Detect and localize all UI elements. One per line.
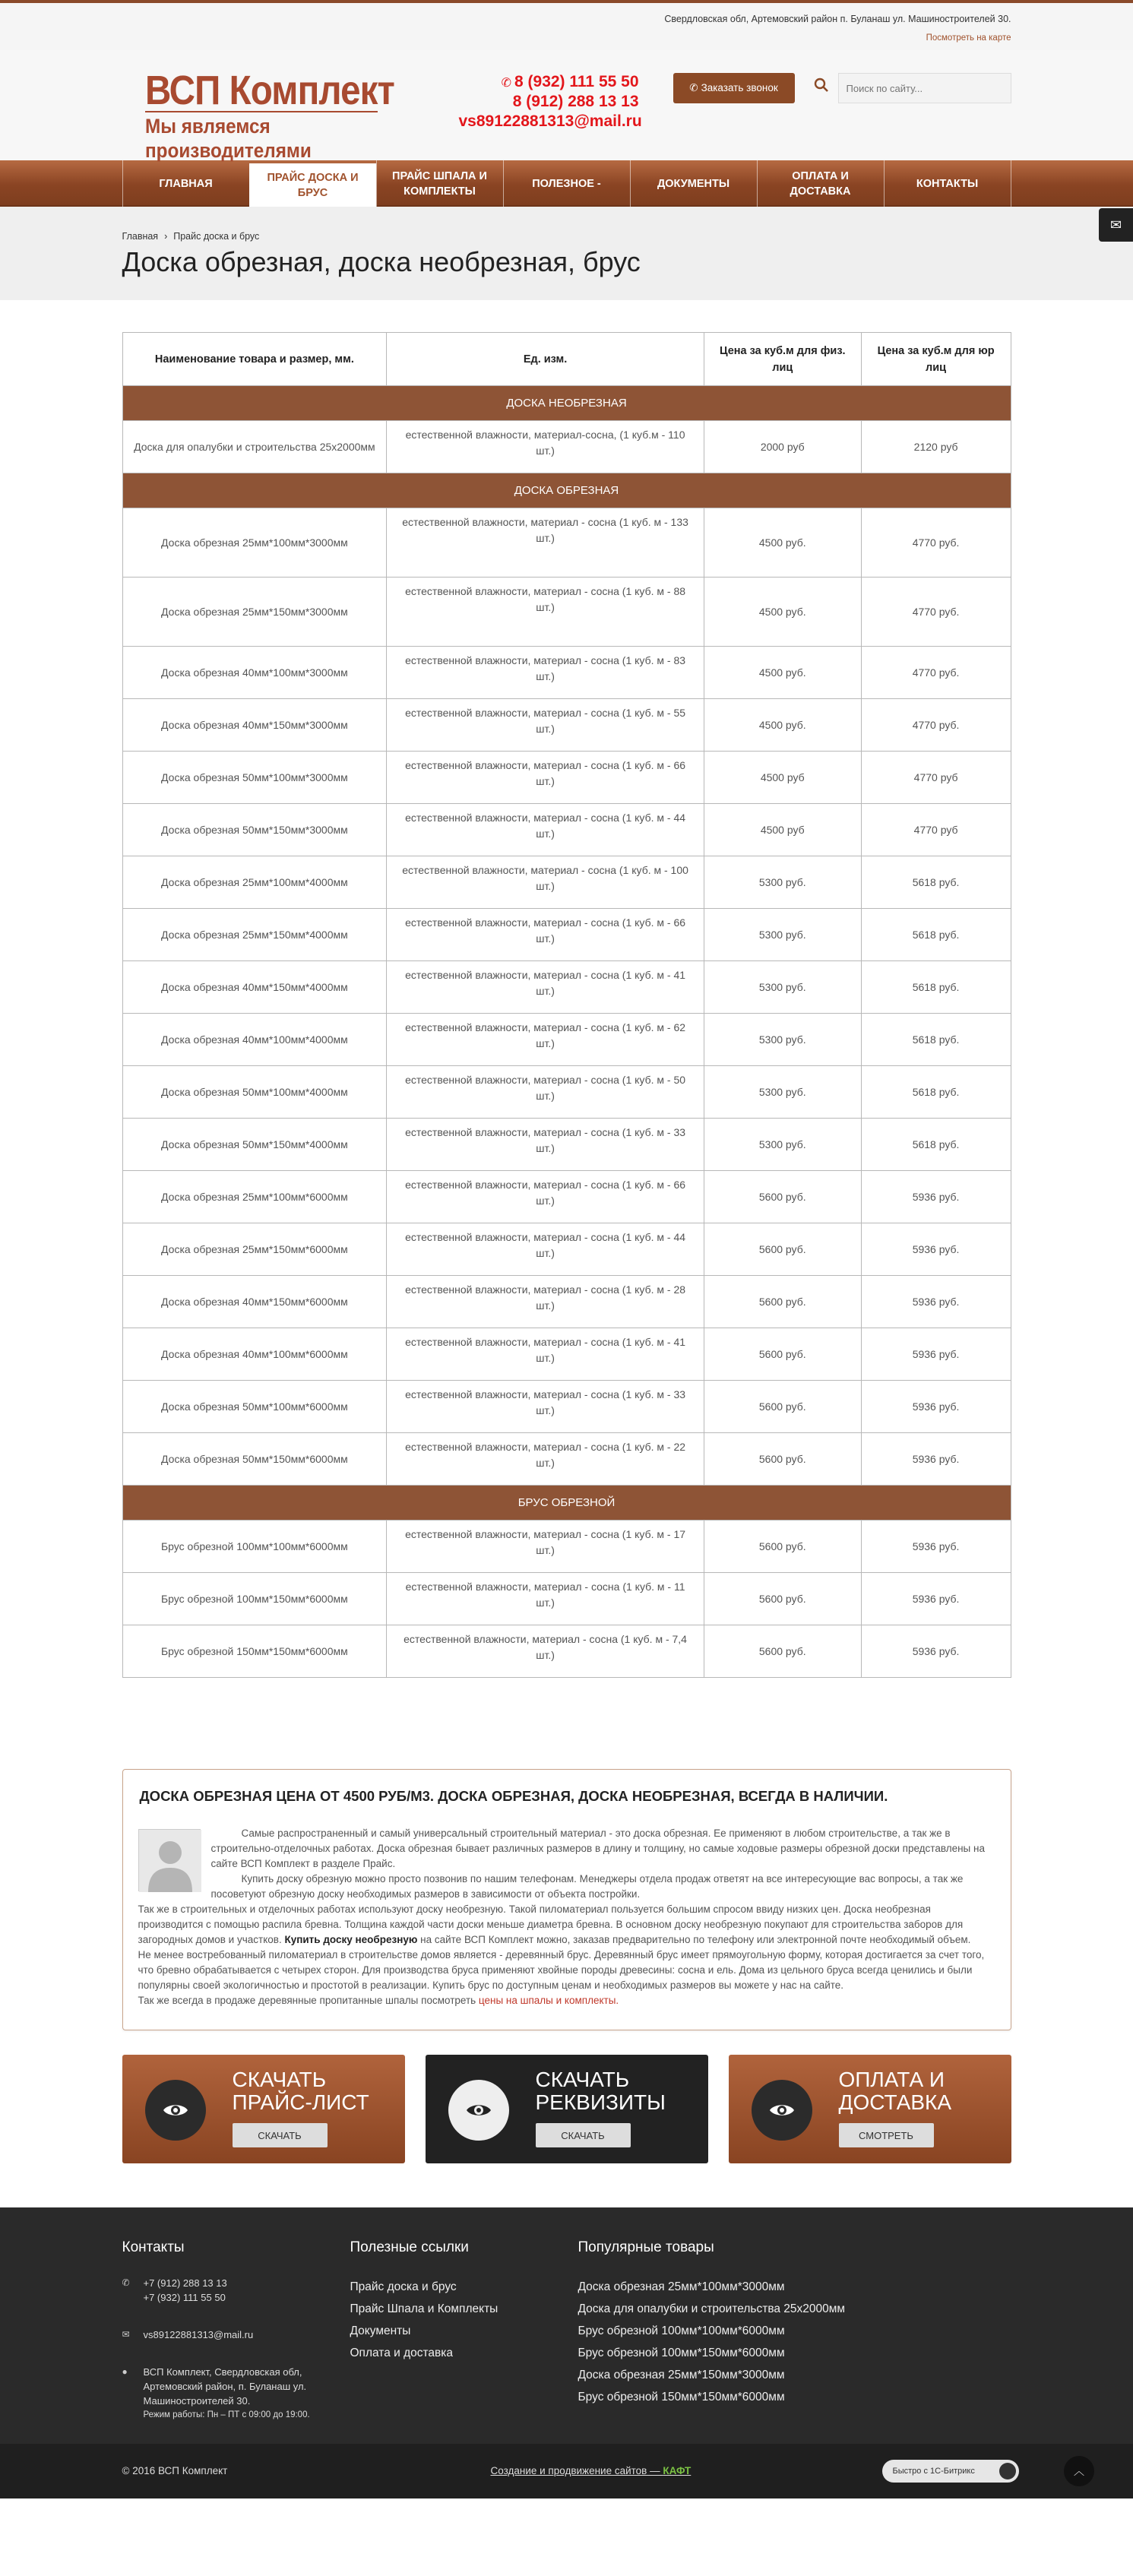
phone-1-text: 8 (932) 111 55 50 [514,73,639,90]
info-paragraph-1: Самые распространенный и самый универсальный строительный материал - это доска обрезная. Ее применяют в любом строительстве, а так же в строительно-отделочных работах. Доска обрезная бывает различных размеров в длину и толщину, но самые ходовые размеры обрезной доски представлены на сайте ВСП Комплект в разделе Прайс. [210,1828,985,1869]
search-input[interactable] [838,73,1011,103]
cell-price-jur: 5618 руб. [861,909,1011,961]
cell-unit: естественной влажности, материал - сосна (1 куб. м - 28 шт.) [387,1276,704,1328]
table-row [122,1119,1011,1171]
nav-item-2[interactable]: ПРАЙС ШПАЛА И КОМПЛЕКТЫ [376,160,503,207]
info-paragraph-2: Купить доску обрезную можно просто позвонив по нашим телефонам. Менеджеры отдела продаж ответят на все интересующие вас вопросы, а так же посоветуют обрезную доску необходимых размеров в зависимости от объекта постройки. [210,1873,964,1900]
table-row [122,647,1011,699]
search-icon[interactable] [806,73,837,103]
top-address: Свердловская обл, Артемовский район п. Буланаш ул. Машиностроителей 30. [664,14,1011,24]
table-row [122,1328,1011,1381]
table-header-row [122,333,1011,386]
bitrix-badge[interactable] [882,2460,1019,2483]
cell-unit: естественной влажности, материал - сосна (1 куб. м - 62 шт.) [387,1014,704,1066]
promo-blocks [122,2055,1011,2163]
cell-price-jur: 5936 руб. [861,1223,1011,1276]
creator-text: Создание и продвижение сайтов — [490,2465,663,2476]
cell-price-jur: 4770 руб. [861,647,1011,699]
cell-price-phys: 5300 руб. [704,961,861,1014]
cell-name: Доска обрезная 25мм*100мм*6000мм [122,1171,387,1223]
cell-price-phys: 5600 руб. [704,1433,861,1486]
table-section-row [122,473,1011,508]
cell-name: Доска для опалубки и строительства 25х2000мм [122,421,387,473]
cell-name: Доска обрезная 50мм*150мм*3000мм [122,804,387,856]
footer-popular-title: Популярные товары [578,2239,714,2255]
table-row [122,1573,1011,1625]
cell-name: Доска обрезная 50мм*100мм*6000мм [122,1381,387,1433]
cell-unit: естественной влажности, материал - сосна (1 куб. м - 55 шт.) [387,699,704,752]
nav-item-3[interactable]: ПОЛЕЗНОЕ - [503,160,630,207]
phone-icon: ✆ [689,82,698,93]
price-table [122,332,1011,1678]
footer-popular-link[interactable]: Брус обрезной 100мм*100мм*6000мм [578,2324,785,2337]
promo-button[interactable]: СМОТРЕТЬ [839,2123,934,2147]
table-row [122,699,1011,752]
chevron-up-icon: ︿ [1074,2465,1084,2477]
cell-price-phys: 5600 руб. [704,1223,861,1276]
cell-name: Доска обрезная 40мм*150мм*6000мм [122,1276,387,1328]
footer-useful-link[interactable]: Прайс доска и брус [350,2280,457,2293]
cell-price-phys: 4500 руб. [704,699,861,752]
info-p5-text: Так же всегда в продаже деревянные пропитанные шпалы посмотреть [138,1995,479,2006]
footer-address: ВСП Комплект, Свердловская обл, Артемовский район, п. Буланаш ул. Машиностроителей 30. [143,2366,307,2407]
footer-email[interactable]: vs89122881313@mail.ru [143,2329,254,2340]
sleepers-prices-link[interactable]: цены на шпалы и комплекты. [478,1995,619,2006]
phone-1[interactable] [460,73,639,93]
cell-unit: естественной влажности, материал - сосна (1 куб. м - 41 шт.) [387,961,704,1014]
info-p3-text: Так же в строительных и отделочных работах используют доску необрезную. Такой пиломатериал пользуется большим спросом ввиду низких цен. Доска необрезная производится с помощью распила бревна. Толщина каждой части доски меньше диаметра бревна. В основном доску необрезную покупают для строительства заборов для загородных домов и участков. [138,1904,964,1945]
table-row [122,1171,1011,1223]
cell-price-phys: 5600 руб. [704,1328,861,1381]
cell-price-phys: 5300 руб. [704,856,861,909]
cell-price-jur: 5936 руб. [861,1276,1011,1328]
table-row [122,961,1011,1014]
footer-phones [122,2276,320,2305]
footer-popular-link[interactable]: Доска обрезная 25мм*100мм*3000мм [578,2280,785,2293]
eye-icon [145,2080,206,2141]
cell-unit: естественной влажности, материал - сосна (1 куб. м - 133 шт.) [387,508,704,578]
cell-unit: естественной влажности, материал - сосна (1 куб. м - 11 шт.) [387,1573,704,1625]
logo-subtitle: Мы являемся производителями [145,111,378,163]
cell-name: Доска обрезная 25мм*150мм*3000мм [122,578,387,647]
cell-name: Доска обрезная 25мм*100мм*4000мм [122,856,387,909]
section-title: БРУС ОБРЕЗНОЙ [122,1486,1011,1521]
main-nav [0,160,1133,207]
phone-icon: ✆ [501,77,512,90]
cell-price-jur: 5936 руб. [861,1573,1011,1625]
cell-price-jur: 5618 руб. [861,1119,1011,1171]
breadcrumb-separator: › [164,231,168,242]
envelope-icon: ✉ [1109,217,1122,233]
phone-2[interactable]: 8 (912) 288 13 13 [512,93,639,110]
cell-unit: естественной влажности, материал - сосна (1 куб. м - 44 шт.) [387,1223,704,1276]
cell-price-jur: 4770 руб [861,804,1011,856]
cell-unit: естественной влажности, материал-сосна, (1 куб.м - 110 шт.) [387,421,704,473]
cell-name: Доска обрезная 25мм*150мм*4000мм [122,909,387,961]
info-title: ДОСКА ОБРЕЗНАЯ ЦЕНА ОТ 4500 РУБ/М3. ДОСКА ОБРЕЗНАЯ, ДОСКА НЕОБРЕЗНАЯ, ВСЕГДА В НАЛИЧИИ. [139,1788,888,1804]
promo-button[interactable]: СКАЧАТЬ [536,2123,631,2147]
table-row [122,909,1011,961]
cell-price-phys: 5300 руб. [704,1119,861,1171]
info-p3-bold: Купить доску необрезную [284,1934,418,1945]
cell-price-jur: 5936 руб. [861,1625,1011,1678]
footer-address-block [122,2365,320,2423]
scroll-top-button[interactable] [1064,2456,1094,2486]
cell-price-phys: 4500 руб. [704,578,861,647]
breadcrumb-home[interactable]: Главная [122,231,159,242]
cell-price-phys: 5600 руб. [704,1171,861,1223]
cell-unit: естественной влажности, материал - сосна (1 куб. м - 100 шт.) [387,856,704,909]
cell-price-phys: 5600 руб. [704,1276,861,1328]
cell-price-jur: 5936 руб. [861,1521,1011,1573]
cell-price-jur: 4770 руб. [861,578,1011,647]
col-header-price-phys: Цена за куб.м для физ. лиц [704,333,861,386]
info-paragraph-3 [138,1902,995,1948]
cell-unit: естественной влажности, материал - сосна (1 куб. м - 50 шт.) [387,1066,704,1119]
creator-link[interactable] [491,2465,692,2476]
cell-unit: естественной влажности, материал - сосна (1 куб. м - 66 шт.) [387,909,704,961]
footer-popular-link[interactable]: Брус обрезной 150мм*150мм*6000мм [578,2391,785,2404]
cell-price-phys: 5300 руб. [704,909,861,961]
table-section-row [122,1486,1011,1521]
header-email[interactable]: vs89122881313@mail.ru [458,112,642,130]
table-row [122,1276,1011,1328]
cell-unit: естественной влажности, материал - сосна (1 куб. м - 17 шт.) [387,1521,704,1573]
nav-item-5[interactable]: ОПЛАТА И ДОСТАВКА [757,160,884,207]
cell-unit: естественной влажности, материал - сосна (1 куб. м - 66 шт.) [387,752,704,804]
table-section-row [122,386,1011,421]
cell-price-phys: 5600 руб. [704,1625,861,1678]
cell-price-phys: 2000 руб [704,421,861,473]
cell-price-jur: 5618 руб. [861,1066,1011,1119]
cell-name: Доска обрезная 40мм*100мм*4000мм [122,1014,387,1066]
cell-unit: естественной влажности, материал - сосна (1 куб. м - 83 шт.) [387,647,704,699]
footer-contacts-title: Контакты [122,2239,185,2255]
cell-name: Доска обрезная 50мм*150мм*4000мм [122,1119,387,1171]
cell-unit: естественной влажности, материал - сосна (1 куб. м - 7,4 шт.) [387,1625,704,1678]
bitrix-label: Быстро с 1С-Битрикс [892,2467,975,2476]
cell-name: Доска обрезная 50мм*150мм*6000мм [122,1433,387,1486]
table-row [122,856,1011,909]
page-title: Доска обрезная, доска необрезная, брус [122,246,641,277]
footer-useful-title: Полезные ссылки [350,2239,469,2255]
footer-phone-2[interactable]: +7 (932) 111 55 50 [143,2292,226,2303]
table-row [122,1625,1011,1678]
cell-price-jur: 2120 руб [861,421,1011,473]
cell-name: Доска обрезная 25мм*150мм*6000мм [122,1223,387,1276]
cell-price-phys: 5600 руб. [704,1573,861,1625]
nav-item-1[interactable]: ПРАЙС ДОСКА И БРУС [249,163,376,207]
cell-unit: естественной влажности, материал - сосна (1 куб. м - 88 шт.) [387,578,704,647]
breadcrumb [122,231,260,242]
header [0,50,1133,160]
cell-unit: естественной влажности, материал - сосна (1 куб. м - 66 шт.) [387,1171,704,1223]
cell-name: Доска обрезная 50мм*100мм*4000мм [122,1066,387,1119]
cell-price-jur: 5618 руб. [861,856,1011,909]
mail-tab[interactable] [1099,208,1133,242]
footer-phone-1[interactable]: +7 (912) 288 13 13 [143,2277,227,2289]
cell-price-phys: 4500 руб [704,804,861,856]
title-bar [0,207,1133,300]
cell-price-jur: 5936 руб. [861,1171,1011,1223]
table-row [122,752,1011,804]
section-title: ДОСКА ОБРЕЗНАЯ [122,473,1011,508]
info-paragraph-5 [138,1993,995,2008]
cell-price-jur: 4770 руб. [861,508,1011,578]
col-header-unit: Ед. изм. [387,333,704,386]
col-header-name: Наименование товара и размер, мм. [122,333,387,386]
cell-price-phys: 5600 руб. [704,1521,861,1573]
avatar [138,1829,201,1891]
info-paragraph-4: Не менее востребованный пиломатериал в строительстве домов является - деревянный брус. Деревянный брус имеет прямоугольную форму, которая достигается за счет того, что бревно обрабатывается с четырех сторон. Для производства бруса применяют хвойные породы древесины: сосна и ель. Дома из цельного бруса всегда ценились и были популярны своей экологичностью и простотой в реализации. Купить брус по доступным ценам и необходимых размеров вы можете у нас на сайте. [138,1949,985,1991]
info-box [122,1769,1011,2030]
eye-icon [752,2080,812,2141]
logo-title: ВСП Комплект [144,68,394,113]
cell-price-phys: 4500 руб. [704,508,861,578]
promo-block-2[interactable] [729,2055,1011,2163]
cell-name: Доска обрезная 40мм*150мм*3000мм [122,699,387,752]
col-header-price-jur: Цена за куб.м для юр лиц [861,333,1011,386]
table-row [122,1066,1011,1119]
cell-name: Доска обрезная 25мм*100мм*3000мм [122,508,387,578]
footer-popular [578,2239,882,2408]
order-call-button[interactable] [673,73,795,103]
cell-price-phys: 5300 руб. [704,1014,861,1066]
envelope-icon: ✉ [122,2329,130,2340]
bitrix-logo-icon [999,2463,1016,2479]
cell-name: Доска обрезная 40мм*150мм*4000мм [122,961,387,1014]
promo-title: ОПЛАТА И ДОСТАВКА [838,2068,952,2114]
cell-price-jur: 5618 руб. [861,1014,1011,1066]
table-row [122,508,1011,578]
top-map-link[interactable]: Посмотреть на карте [926,33,1011,43]
breadcrumb-current: Прайс доска и брус [173,231,260,242]
cell-price-jur: 5936 руб. [861,1328,1011,1381]
footer-popular-link[interactable]: Доска для опалубки и строительства 25х2000мм [578,2302,846,2315]
table-row [122,578,1011,647]
cell-price-phys: 4500 руб. [704,647,861,699]
section-title: ДОСКА НЕОБРЕЗНАЯ [122,386,1011,421]
search-box [806,73,1011,103]
footer [0,2207,1133,2498]
cell-name: Брус обрезной 150мм*150мм*6000мм [122,1625,387,1678]
top-bar [0,0,1133,50]
cell-price-jur: 4770 руб. [861,699,1011,752]
info-p3-post: на сайте ВСП Комплект можно, заказав предварительно по телефону или электронной почте необходимый объем. [417,1934,971,1945]
nav-item-4[interactable]: ДОКУМЕНТЫ [630,160,757,207]
phone-icon: ✆ [122,2277,130,2288]
footer-useful-link[interactable]: Прайс Шпала и Комплекты [350,2302,498,2315]
cell-unit: естественной влажности, материал - сосна (1 куб. м - 33 шт.) [387,1381,704,1433]
creator-brand: КАФТ [663,2465,692,2476]
logo[interactable] [145,70,429,163]
promo-title: СКАЧАТЬ ПРАЙС-ЛИСТ [232,2068,369,2114]
map-marker-icon: ● [122,2366,128,2377]
table-row [122,1521,1011,1573]
cell-name: Брус обрезной 100мм*150мм*6000мм [122,1573,387,1625]
eye-icon [448,2080,509,2141]
copyright: © 2016 ВСП Комплект [122,2465,228,2476]
bottom-bar [0,2444,1133,2498]
nav-item-0[interactable]: ГЛАВНАЯ [122,160,249,207]
table-row [122,421,1011,473]
cell-price-phys: 4500 руб [704,752,861,804]
cell-price-jur: 5936 руб. [861,1433,1011,1486]
table-row [122,1014,1011,1066]
footer-contacts [122,2239,320,2460]
footer-useful-link[interactable]: Оплата и доставка [350,2347,454,2359]
header-contacts [458,73,642,132]
cell-price-jur: 5936 руб. [861,1381,1011,1433]
cell-price-phys: 5300 руб. [704,1066,861,1119]
footer-email-block [122,2328,320,2342]
table-row [122,804,1011,856]
cell-unit: естественной влажности, материал - сосна (1 куб. м - 44 шт.) [387,804,704,856]
promo-title: СКАЧАТЬ РЕКВИЗИТЫ [535,2068,666,2114]
cell-unit: естественной влажности, материал - сосна (1 куб. м - 41 шт.) [387,1328,704,1381]
cell-price-jur: 4770 руб [861,752,1011,804]
cell-unit: естественной влажности, материал - сосна (1 куб. м - 22 шт.) [387,1433,704,1486]
order-call-label: Заказать звонок [701,82,778,93]
promo-block-0[interactable] [122,2055,405,2163]
table-row [122,1381,1011,1433]
footer-hours: Режим работы: Пн – ПТ с 09:00 до 19:00. [143,2410,310,2419]
table-row [122,1223,1011,1276]
cell-name: Доска обрезная 40мм*100мм*6000мм [122,1328,387,1381]
cell-name: Доска обрезная 50мм*100мм*3000мм [122,752,387,804]
promo-button[interactable]: СКАЧАТЬ [233,2123,328,2147]
footer-popular-link[interactable]: Доска обрезная 25мм*150мм*3000мм [578,2369,785,2381]
cell-price-phys: 5600 руб. [704,1381,861,1433]
table-row [122,1433,1011,1486]
cell-name: Доска обрезная 40мм*100мм*3000мм [122,647,387,699]
nav-item-6[interactable]: КОНТАКТЫ [884,160,1011,207]
footer-useful [350,2239,548,2364]
footer-popular-link[interactable]: Брус обрезной 100мм*150мм*6000мм [578,2347,785,2359]
cell-name: Брус обрезной 100мм*100мм*6000мм [122,1521,387,1573]
cell-price-jur: 5618 руб. [861,961,1011,1014]
promo-block-1[interactable] [426,2055,708,2163]
cell-unit: естественной влажности, материал - сосна (1 куб. м - 33 шт.) [387,1119,704,1171]
footer-useful-link[interactable]: Документы [350,2324,411,2337]
